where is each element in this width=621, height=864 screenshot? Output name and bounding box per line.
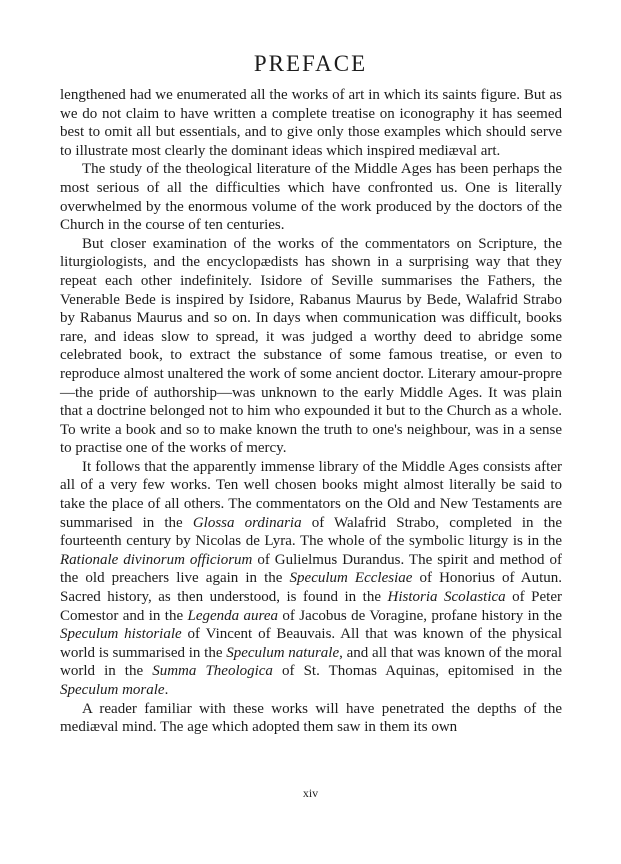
- text-run: of Peter Comestor and in the: [60, 589, 562, 624]
- text-run: of St. Thomas Aquinas, epitomised in the: [272, 663, 562, 680]
- italic-title: Speculum naturale: [226, 644, 340, 661]
- italic-title: Summa Theologica: [152, 663, 273, 680]
- text-run: of Walafrid Strabo, completed in the fourteenth century by Nicolas de Lyra. The whole of the symbolic liturgy is in the: [60, 514, 562, 550]
- page-title: PREFACE: [253, 51, 368, 76]
- text-run: , and all that was known of the moral world in the: [60, 644, 563, 680]
- italic-title: Legenda aurea: [187, 607, 278, 624]
- italic-title: Speculum historiale: [60, 626, 182, 643]
- paragraph: [60, 160, 562, 234]
- text-run: of Jacobus de Voragine, profane history in the: [277, 607, 562, 624]
- paragraph: [60, 700, 562, 737]
- text-run: .: [164, 682, 169, 698]
- text-run: It follows that the apparently immense library of the Middle Ages consists after all of a very few works. Ten well chosen books might almost literally be said to take the place of all others. The commentators on the Old and New Testaments are summarised in the: [60, 458, 562, 531]
- italic-title: Rationale divinorum officiorum: [60, 551, 253, 568]
- page-number: xiv: [302, 786, 319, 800]
- italic-title: Speculum morale: [60, 682, 165, 698]
- italic-title: Speculum Ecclesiae: [289, 570, 413, 587]
- paragraph: [60, 458, 562, 700]
- italic-title: Historia Scolastica: [387, 589, 506, 606]
- italic-title: Glossa ordinaria: [192, 514, 302, 531]
- text-run: A reader familiar with these works will have penetrated the depths of the mediæval mind. The age which adopted them saw in them its own: [60, 700, 562, 736]
- text-run: of Honorius of Autun. Sacred history, as then understood, is found in the: [60, 570, 563, 606]
- body-text: [60, 86, 562, 737]
- text-run: But closer examination of the works of the commentators on Scripture, the liturgiologists, and the encyclopædists has shown in a surprising way that they repeat each other indefinitely. Isidore of Seville summarises the Fathers, the Venerable Bede is inspired by Isidore, Rabanus Maurus by Bede, Walafrid Strabo by Rabanus Maurus and so on. In days when communication was difficult, books rare, and ideas slow to spread, it was judged a worthy deed to abridge some celebrated book, to extract the substance of some famous treatise, or even to reproduce almost unaltered the work of some ancient doctor. Literary amour-propre—the pride of authorship—was unknown to the early Middle Ages. It was plain that a doctrine belonged not to him who expounded it but to the Church as a whole. To write a book and so to make known the truth to one's neighbour, was in a sense to practise one of the works of mercy.: [60, 235, 562, 457]
- text-run: lengthened had we enumerated all the works of art in which its saints figure. But as we do not claim to have written a complete treatise on iconography it has seemed best to omit all but essentials, and to give only those examples which should serve to illustrate most clearly the dominant ideas which inspired mediæval art.: [60, 87, 562, 159]
- paragraph: [60, 86, 562, 160]
- text-run: of Gulielmus Durandus. The spirit and method of the old preachers live again in the: [60, 551, 562, 587]
- text-run: The study of the theological literature of the Middle Ages has been perhaps the most serious of all the difficulties which have confronted us. One is literally overwhelmed by the enormous volume of the work produced by the doctors of the Church in the course of ten centuries.: [60, 161, 562, 234]
- paragraph: [60, 235, 562, 458]
- text-run: of Vincent of Beauvais. All that was known of the physical world is summarised in the: [60, 626, 562, 661]
